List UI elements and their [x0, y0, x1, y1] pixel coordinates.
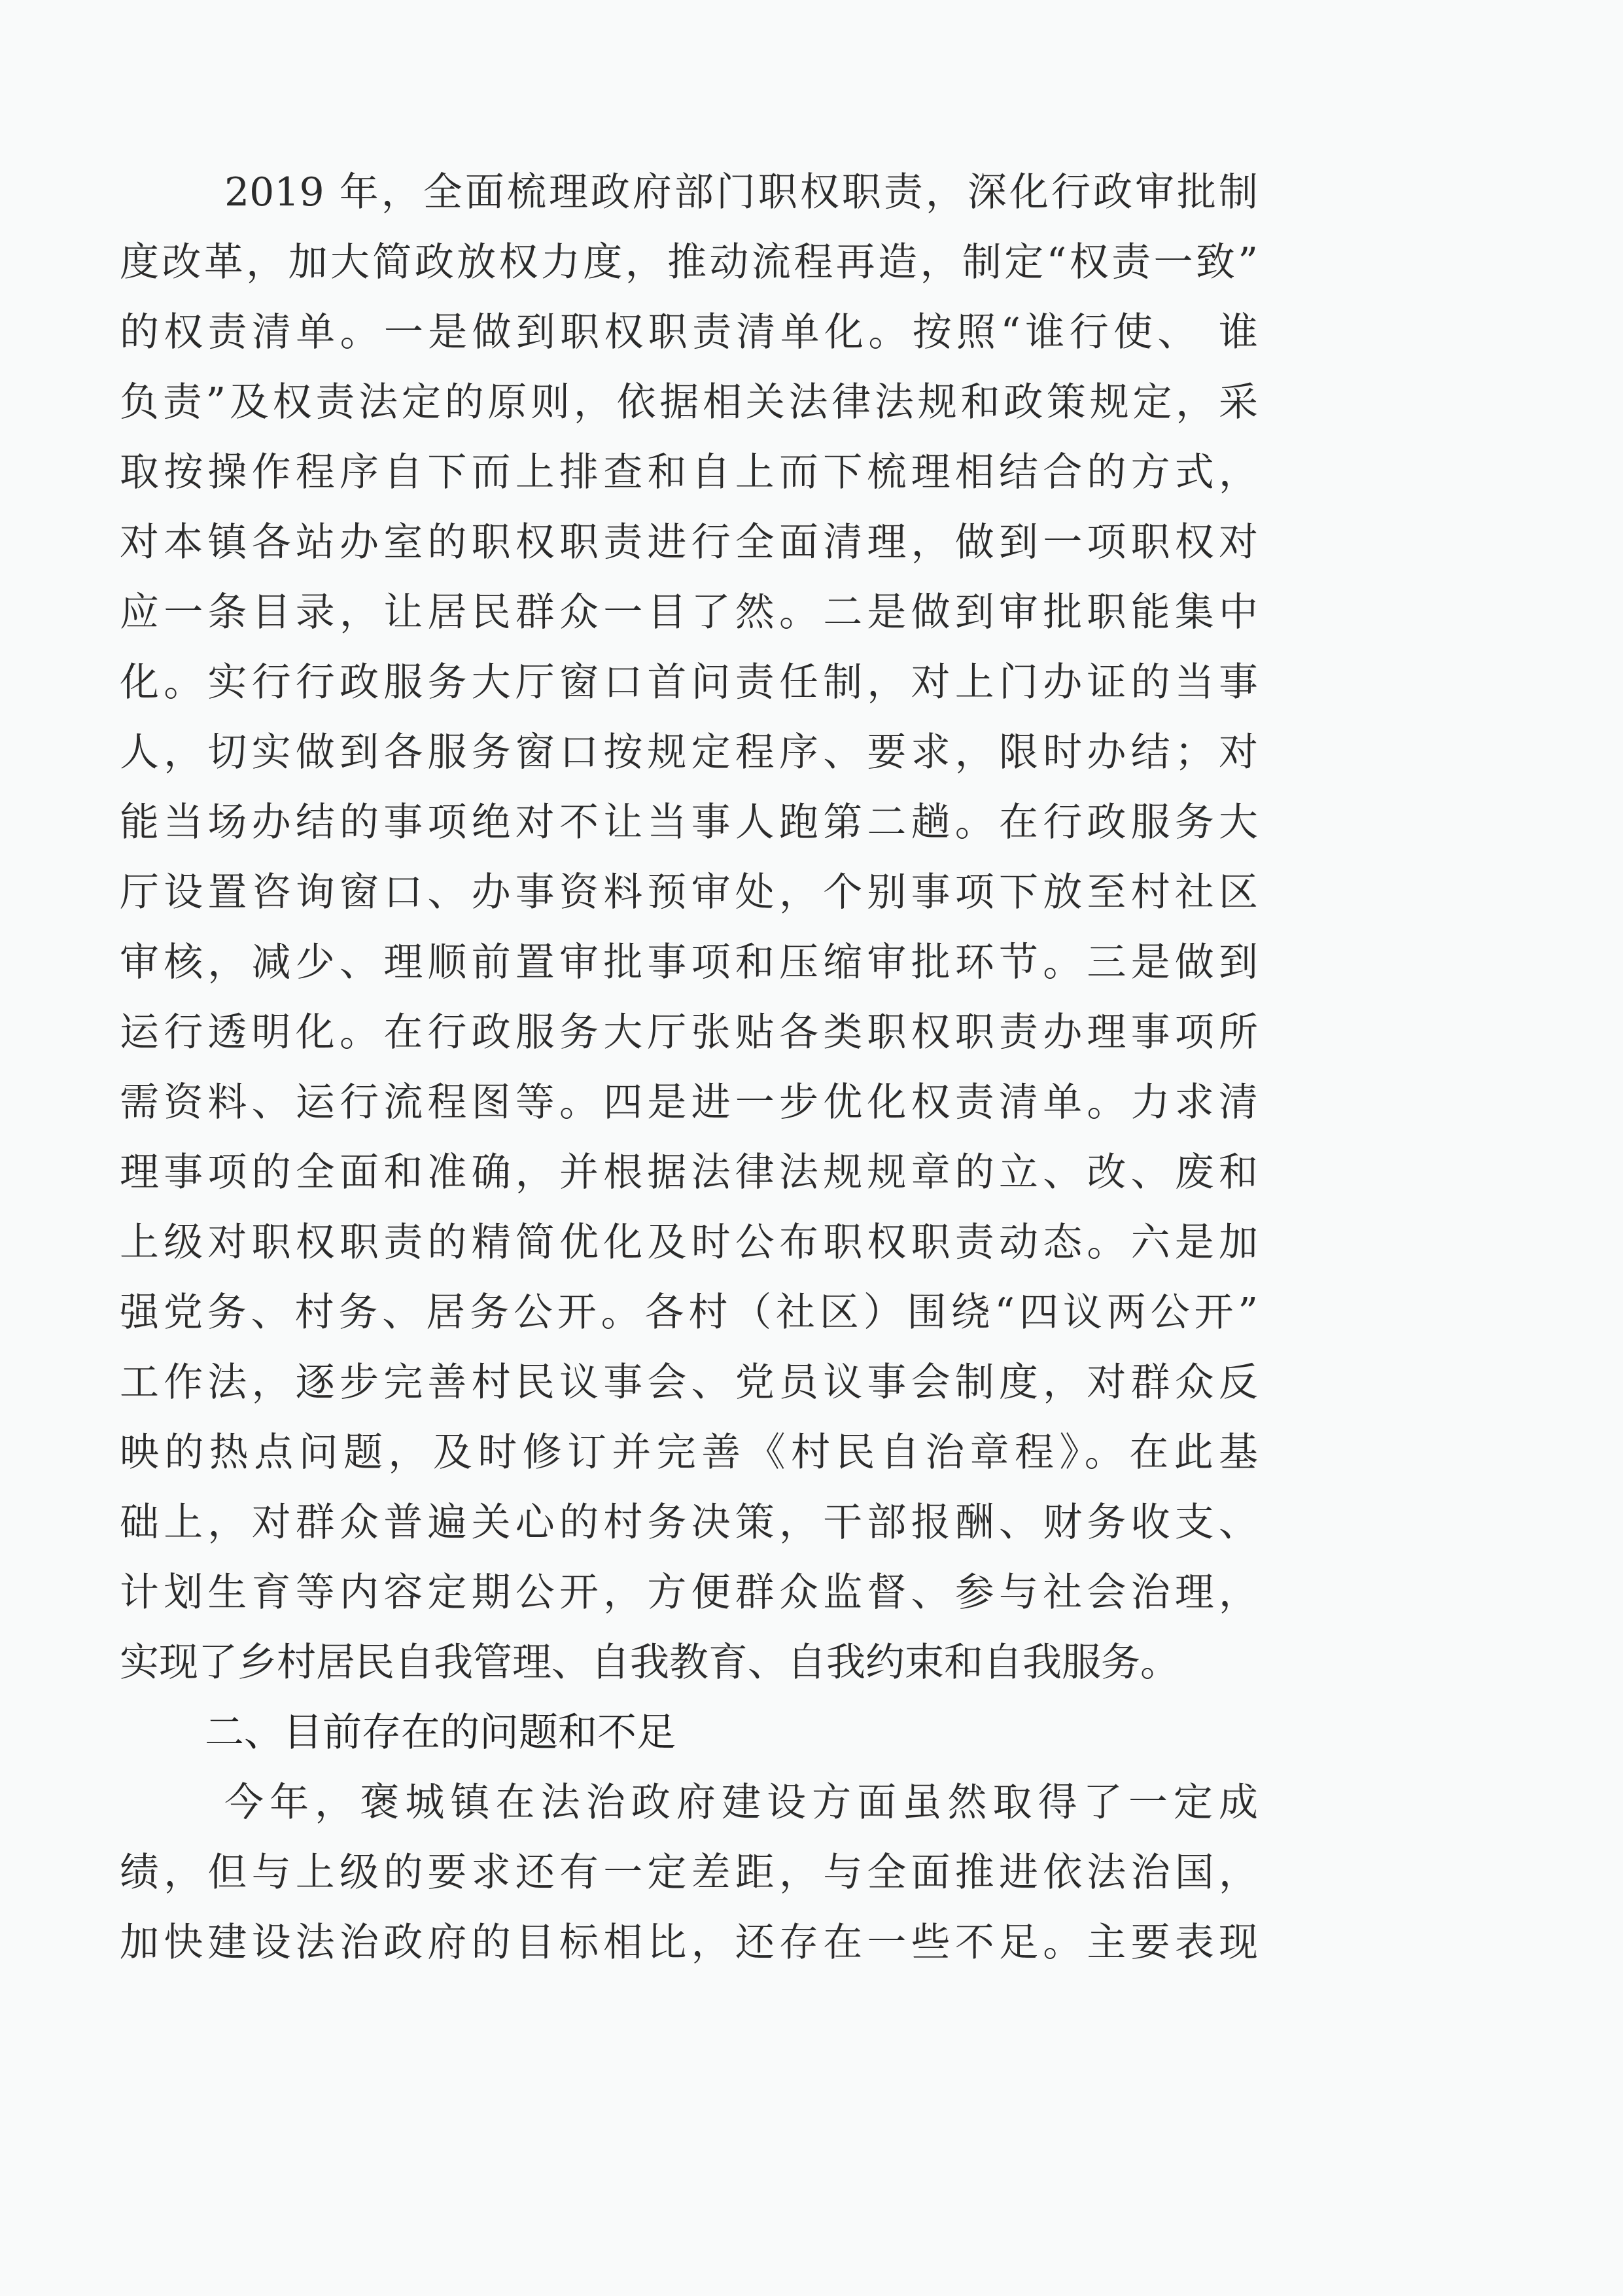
text-line: 的权责清单。一是做到职权职责清单化。按照“谁行使、 谁 [120, 309, 1258, 355]
text-line: 对本镇各站办室的职权职责进行全面清理，做到一项职权对 [120, 520, 1258, 565]
text-line: 审核，减少、理顺前置审批事项和压缩审批环节。三是做到 [120, 940, 1258, 985]
text-line: 映的热点问题，及时修订并完善《村民自治章程》。在此基 [120, 1430, 1258, 1475]
text-line: 绩，但与上级的要求还有一定差距，与全面推进依法治国， [120, 1850, 1258, 1896]
text-line: 础上，对群众普遍关心的村务决策，干部报酬、财务收支、 [120, 1500, 1258, 1545]
text-line: 人，切实做到各服务窗口按规定程序、要求，限时办结；对 [120, 730, 1258, 775]
text-line: 化。实行行政服务大厅窗口首问责任制，对上门办证的当事 [120, 660, 1258, 705]
text-line: 计划生育等内容定期公开，方便群众监督、参与社会治理， [120, 1570, 1258, 1616]
text-line: 应一条目录，让居民群众一目了然。二是做到审批职能集中 [120, 590, 1258, 635]
text-line: 能当场办结的事项绝对不让当事人跑第二趟。在行政服务大 [120, 800, 1258, 845]
text-line: 取按操作程序自下而上排查和自上而下梳理相结合的方式， [120, 450, 1258, 495]
text-line: 工作法，逐步完善村民议事会、党员议事会制度，对群众反 [120, 1360, 1258, 1405]
text-line: 上级对职权职责的精简优化及时公布职权职责动态。六是加 [120, 1220, 1258, 1265]
text-line: 实现了乡村居民自我管理、自我教育、自我约束和自我服务。 [120, 1640, 1179, 1686]
text-line: 度改革，加大简政放权力度，推动流程再造，制定“权责一致” [120, 239, 1258, 285]
text-line: 理事项的全面和准确，并根据法律法规规章的立、改、废和 [120, 1150, 1258, 1195]
text-line: 负责”及权责法定的原则，依据相关法律法规和政策规定，采 [120, 380, 1258, 425]
document-body [120, 158, 1258, 1978]
section-heading: 二、目前存在的问题和不足 [205, 1710, 676, 1756]
text-line: 强党务、村务、居务公开。各村（社区）围绕“四议两公开” [120, 1290, 1258, 1335]
text-line: 厅设置咨询窗口、办事资料预审处，个别事项下放至村社区 [120, 870, 1258, 915]
text-line: 需资料、运行流程图等。四是进一步优化权责清单。力求清 [120, 1080, 1258, 1125]
text-line: 今年，褒城镇在法治政府建设方面虽然取得了一定成 [224, 1780, 1258, 1826]
text-line: 加快建设法治政府的目标相比，还存在一些不足。主要表现 [120, 1920, 1258, 1966]
text-line: 2019 年，全面梳理政府部门职权职责，深化行政审批制 [224, 169, 1258, 215]
text-line: 运行透明化。在行政服务大厅张贴各类职权职责办理事项所 [120, 1010, 1258, 1055]
